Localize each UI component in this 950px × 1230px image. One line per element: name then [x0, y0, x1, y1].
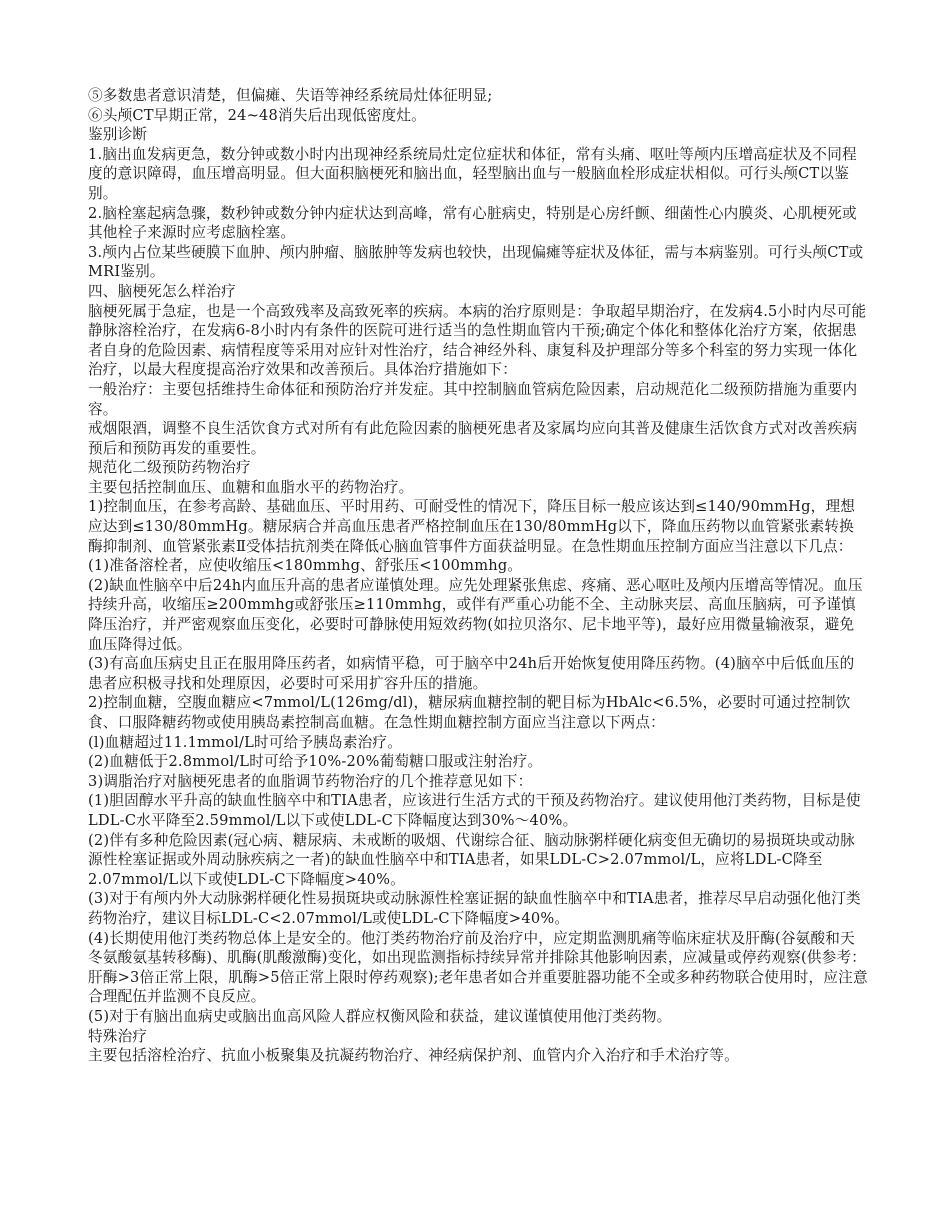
section-heading-differential-diagnosis: 鉴别诊断: [88, 126, 148, 144]
differential-item-2: 2.脑栓塞起病急骤，数秒钟或数分钟内症状达到高峰，常有心脏病史，特别是心房纤颤、细菌性心内膜炎、心肌梗死或其他栓子来源时应考虑脑栓塞。: [88, 204, 857, 242]
lipid-point-2: (2)伴有多种危险因素(冠心病、糖尿病、未戒断的吸烟、代谢综合征、脑动脉粥样硬化病变但无确切的易损斑块或动脉源性栓塞证据或外周动脉疾病之一者)的缺血性脑卒中和TIA患者，如果LDL-C>2.07mmol/L，应将LDL-C降至2.07mmol/L以下或使LDL-C下降幅度>40%。: [88, 831, 855, 888]
bp-point-1: (1)准备溶栓者，应使收缩压<180mmhg、舒张压<100mmhg。: [88, 557, 523, 575]
glucose-point-2: (2)血糖低于2.8mmol/L时可给予10%-20%葡萄糖口服或注射治疗。: [88, 753, 543, 771]
blood-glucose-control-paragraph: 2)控制血糖，空腹血糖应<7mmol/L(126mg/dl)，糖尿病血糖控制的靶目标为HbAlc<6.5%，必要时可通过控制饮食、口服降糖药物或使用胰岛素控制高血糖。在急性期血糖控制方面应当注意以下两点：: [88, 694, 851, 731]
treatment-intro-paragraph: 脑梗死属于急症，也是一个高致残率及高致死率的疾病。本病的治疗原则是：争取超早期治疗，在发病4.5小时内尽可能静脉溶栓治疗，在发病6-8小时内有条件的医院可进行适当的急性期血管内干预;确定个体化和整体化治疗方案，依据患者自身的危险因素、病情程度等采用对应针对性治疗，结合神经外科、康复科及护理部分等多个科室的努力实现一体化治疗，以最大程度提高治疗效果和改善预后。具体治疗措施如下：: [88, 302, 867, 379]
general-treatment-paragraph: 一般治疗：主要包括维持生命体征和预防治疗并发症。其中控制脑血管病危险因素，启动规范化二级预防措施为重要内容。: [88, 380, 858, 418]
glucose-point-1: (l)血糖超过11.1mmol/L时可给予胰岛素治疗。: [88, 733, 403, 751]
lipid-point-4: (4)长期使用他汀类药物总体上是安全的。他汀类药物治疗前及治疗中，应定期监测肌痛等临床症状及肝酶(谷氨酸和天冬氨酸氨基转移酶)、肌酶(肌酸激酶)变化，如出现监测指标持续异常并排除其他影响因素，应减量或停药观察(供参考：肝酶>3倍正常上限，肌酶>5倍正常上限时停药观察);老年患者如合并重要脏器功能不全或多种药物联合使用时，应注意合理配伍并监测不良反应。: [88, 929, 868, 1006]
differential-item-1: 1.脑出血发病更急，数分钟或数小时内出现神经系统局灶定位症状和体征，常有头痛、呕吐等颅内压增高症状及不同程度的意识障碍，血压增高明显。但大面积脑梗死和脑出血，轻型脑出血与一般脑血栓形成症状相似。可行头颅CT以鉴别。: [88, 145, 857, 202]
section-heading-special-treatment: 特殊治疗: [88, 1027, 148, 1045]
special-treatment-paragraph: 主要包括溶栓治疗、抗血小板聚集及抗凝药物治疗、神经病保护剂、血管内介入治疗和手术治疗等。: [88, 1047, 739, 1065]
section-heading-treatment: 四、脑梗死怎么样治疗: [88, 282, 236, 300]
lipid-point-3: (3)对于有颅内外大动脉粥样硬化性易损斑块或动脉源性栓塞证据的缺血性脑卒中和TIA患者，推荐尽早启动强化他汀类药物治疗，建议目标LDL-C<2.07mmol/L或使LDL-C下降幅度>40%。: [88, 890, 861, 927]
secondary-prevention-intro: 主要包括控制血压、血糖和血脂水平的药物治疗。: [88, 478, 414, 496]
lipid-point-1: (1)胆固醇水平升高的缺血性脑卒中和TIA患者，应该进行生活方式的干预及药物治疗。建议使用他汀类药物，目标是使LDL-C水平降至2.59mmol/L以下或使LDL-C下降幅度达到30%～40%。: [88, 792, 861, 829]
blood-pressure-control-paragraph: 1)控制血压，在参考高龄、基础血压、平时用药、可耐受性的情况下，降压目标一般应该达到≤140/90mmHg，理想应达到≤130/80mmHg。糖尿病合并高血压患者严格控制血压在130/80mmHg以下，降血压药物以血管紧张素转换酶抑制剂、血管紧张素Ⅱ受体拮抗剂类在降低心脑血管事件方面获益明显。在急性期血压控制方面应当注意以下几点：: [88, 498, 856, 555]
differential-item-3: 3.颅内占位某些硬膜下血肿、颅内肿瘤、脑脓肿等发病也较快，出现偏瘫等症状及体征，需与本病鉴别。可行头颅CT或MRI鉴别。: [88, 243, 864, 281]
lipid-point-5: (5)对于有脑出血病史或脑出血高风险人群应权衡风险和获益，建议谨慎使用他汀类药物。: [88, 1007, 672, 1025]
document-body: [88, 86, 868, 1066]
lipid-therapy-intro: 3)调脂治疗对脑梗死患者的血脂调节药物治疗的几个推荐意见如下：: [88, 772, 533, 790]
bp-point-2: (2)缺血性脑卒中后24h内血压升高的患者应谨慎处理。应先处理紧张焦虑、疼痛、恶心呕吐及颅内压增高等情况。血压持续升高，收缩压≥200mmhg或舒张压≥110mmhg，或伴有严重心功能不全、主动脉夹层、高血压脑病，可予谨慎降压治疗，并严密观察血压变化，必要时可静脉使用短效药物(如拉贝洛尔、尼卡地平等)，最好应用微量输液泵，避免血压降得过低。: [88, 576, 863, 653]
list-item-6: ⑥头颅CT早期正常，24~48消失后出现低密度灶。: [88, 106, 426, 124]
bp-point-3-4: (3)有高血压病史且正在服用降压药者，如病情平稳，可于脑卒中24h后开始恢复使用降压药物。(4)脑卒中后低血压的患者应积极寻找和处理原因，必要时可采用扩容升压的措施。: [88, 655, 855, 692]
lifestyle-paragraph: 戒烟限酒，调整不良生活饮食方式对所有有此危险因素的脑梗死患者及家属均应向其普及健康生活饮食方式对改善疾病预后和预防再发的重要性。: [88, 420, 858, 457]
section-heading-secondary-prevention: 规范化二级预防药物治疗: [88, 459, 251, 477]
list-item-5: ⑤多数患者意识清楚，但偏瘫、失语等神经系统局灶体征明显;: [88, 87, 493, 104]
